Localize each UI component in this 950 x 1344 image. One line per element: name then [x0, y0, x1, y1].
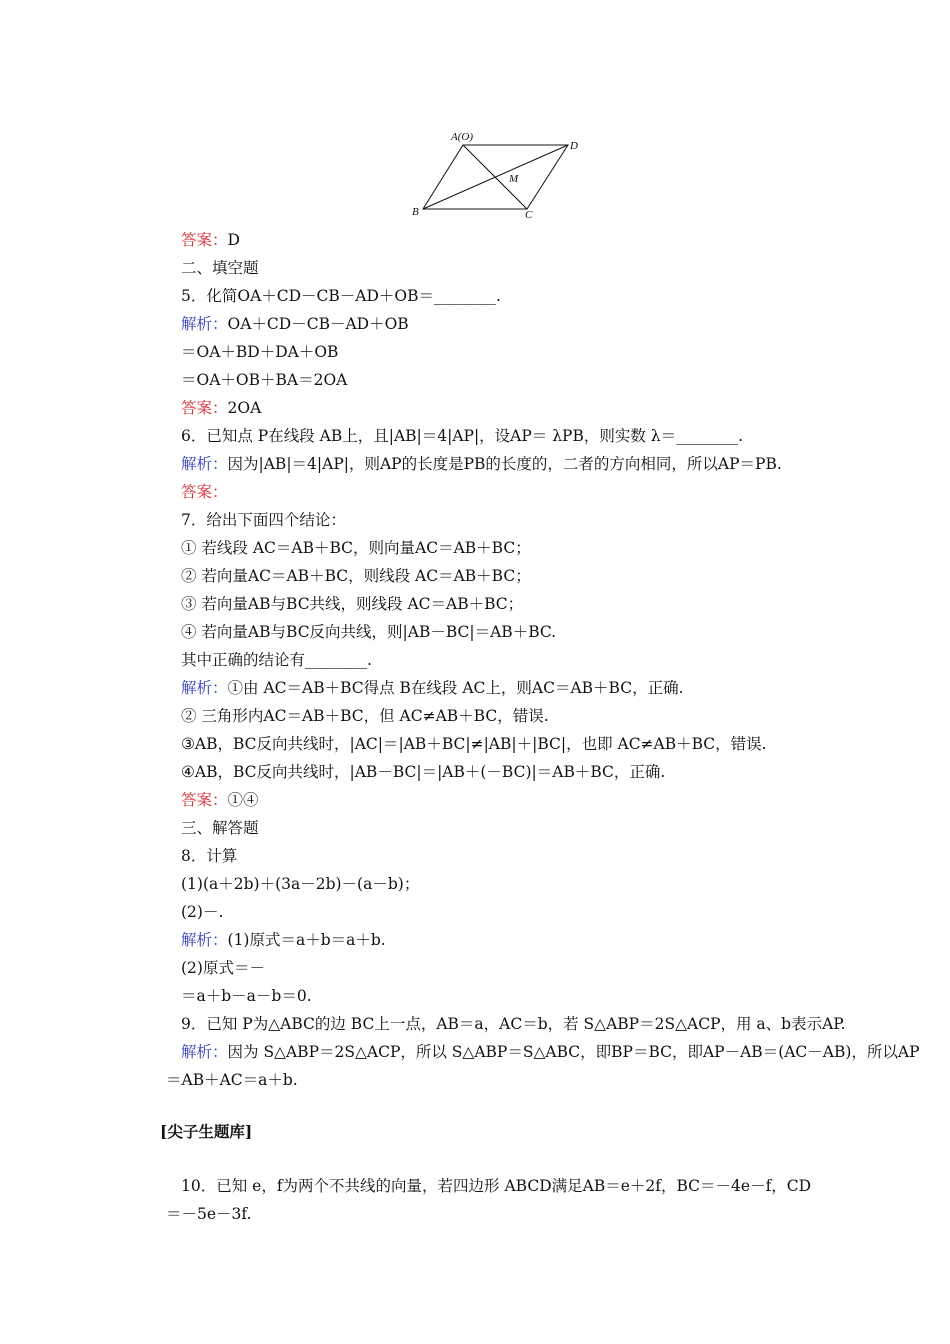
- solution-label: 解析：: [181, 315, 228, 333]
- question-6: 6．已知点 P在线段 AB上，且|AB|＝4|AP|，设AP＝ λPB，则实数 λ＝________.: [181, 427, 744, 445]
- answer-label: 答案：: [181, 791, 228, 809]
- solution-5: [181, 314, 409, 334]
- label-a-o: A(O): [451, 131, 473, 143]
- diagonal-bd: [423, 145, 568, 209]
- statement-1: ① 若线段 AC＝AB＋BC，则向量AC＝AB＋BC；: [181, 539, 531, 557]
- solution-5-step: ＝OA＋OB＋BA＝2OA: [181, 371, 348, 389]
- section-solve: 三、解答题: [181, 819, 259, 837]
- question-8-part-1: (1)(a＋2b)＋(3a－2b)－(a－b)；: [181, 875, 420, 893]
- solution-8: [181, 930, 386, 950]
- solution-7-step: ② 三角形内AC＝AB＋BC，但 AC≠AB＋BC，错误.: [181, 707, 549, 725]
- question-7-prompt: 其中正确的结论有________.: [181, 651, 372, 669]
- solution-6: [181, 454, 782, 474]
- question-10-continued: ＝－5e－3f.: [166, 1205, 252, 1223]
- label-b: B: [412, 206, 419, 218]
- answer-7: [181, 790, 259, 810]
- answer-text: D: [227, 231, 240, 249]
- solution-label: 解析：: [181, 1043, 228, 1061]
- solution-label: 解析：: [181, 931, 228, 949]
- label-c: C: [525, 209, 533, 221]
- solution-text: 因为|AB|＝4|AP|，则AP的长度是PB的长度的，二者的方向相同，所以AP＝PB.: [227, 455, 782, 473]
- solution-7-step: ③AB，BC反向共线时，|AC|＝|AB＋BC|≠|AB|＋|BC|，也即 AC≠AB＋BC，错误.: [181, 735, 767, 753]
- question-10: 10．已知 e，f为两个不共线的向量，若四边形 ABCD满足AB＝e＋2f，BC＝－4e－f，CD: [181, 1177, 812, 1195]
- solution-text: ①由 AC＝AB＋BC得点 B在线段 AC上，则AC＝AB＋BC，正确.: [227, 679, 684, 697]
- question-8-part-2: (2)－.: [181, 903, 224, 921]
- solution-text: OA＋CD－CB－AD＋OB: [227, 315, 409, 333]
- answer-label: 答案：: [181, 399, 228, 417]
- label-m: M: [509, 173, 519, 185]
- section-top-student-bank: [尖子生题库]: [160, 1122, 253, 1141]
- solution-9: [181, 1042, 920, 1062]
- answer-4: [181, 230, 240, 250]
- solution-text: 因为 S△ABP＝2S△ACP，所以 S△ABP＝S△ABC，即BP＝BC，即AP－AB＝(AC－AB)，所以AP: [227, 1043, 920, 1061]
- section-fill-blank: 二、填空题: [181, 259, 259, 277]
- question-7: 7．给出下面四个结论：: [181, 511, 346, 529]
- statement-3: ③ 若向量AB与BC共线，则线段 AC＝AB＋BC；: [181, 595, 524, 613]
- question-8: 8．计算: [181, 847, 238, 865]
- statement-4: ④ 若向量AB与BC反向共线，则|AB－BC|＝AB＋BC.: [181, 623, 557, 641]
- solution-9-continued: ＝AB＋AC＝a＋b.: [166, 1071, 298, 1089]
- answer-6: [181, 482, 228, 502]
- solution-8-step: (2)原式＝－: [181, 959, 265, 977]
- parallelogram-diagram: [405, 125, 595, 225]
- question-5: 5．化简OA＋CD－CB－AD＋OB＝________.: [181, 287, 501, 305]
- statement-2: ② 若向量AC＝AB＋BC，则线段 AC＝AB＋BC；: [181, 567, 531, 585]
- solution-text: (1)原式＝a＋b＝a＋b.: [227, 931, 386, 949]
- label-d: D: [570, 140, 578, 152]
- solution-8-step: ＝a＋b－a－b＝0.: [181, 987, 312, 1005]
- answer-5: [181, 398, 261, 418]
- solution-label: 解析：: [181, 679, 228, 697]
- solution-7: [181, 678, 684, 698]
- answer-label: 答案：: [181, 483, 228, 501]
- solution-5-step: ＝OA＋BD＋DA＋OB: [181, 343, 339, 361]
- answer-label: 答案：: [181, 231, 228, 249]
- solution-label: 解析：: [181, 455, 228, 473]
- solution-7-step: ④AB，BC反向共线时，|AB－BC|＝|AB＋(－BC)|＝AB＋BC，正确.: [181, 763, 666, 781]
- answer-text: ①④: [227, 791, 259, 809]
- parallelogram-figure: [405, 125, 595, 225]
- question-9: 9．已知 P为△ABC的边 BC上一点，AB＝a，AC＝b，若 S△ABP＝2S△ACP，用 a、b表示AP.: [181, 1015, 846, 1033]
- answer-text: 2OA: [227, 399, 262, 417]
